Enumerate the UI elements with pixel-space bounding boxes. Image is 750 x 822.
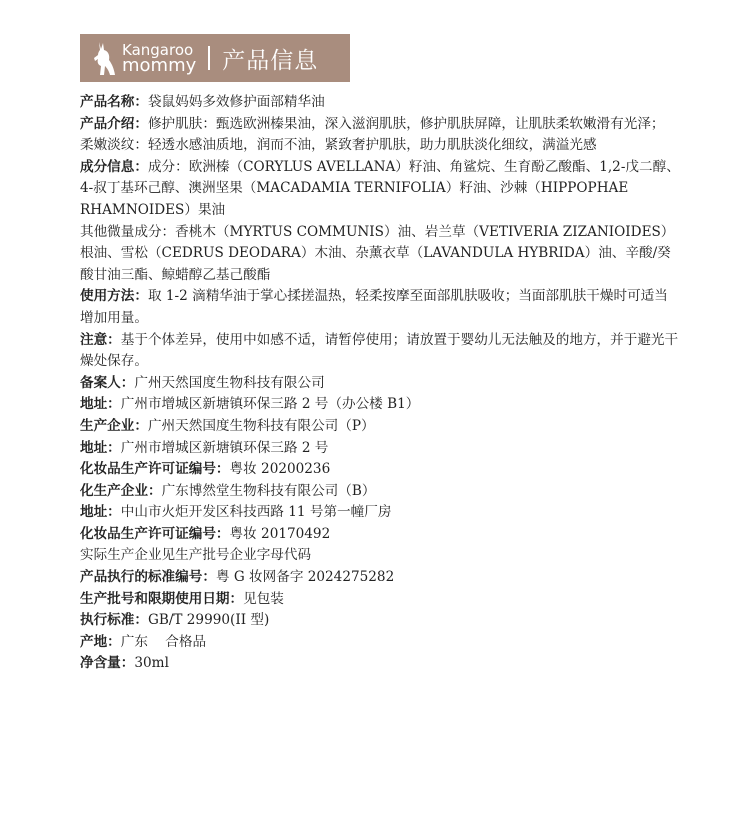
info-value: 实际生产企业见生产批号企业字母代码 [80,547,312,564]
info-value: 广东博然堂生物科技有限公司（B） [161,482,376,499]
info-value: 广东 合格品 [120,633,207,650]
info-value: 广州天然国度生物科技有限公司（P） [147,417,375,434]
info-label: 地址： [80,439,121,456]
header-divider [208,46,210,70]
info-label: 净含量： [80,655,135,672]
info-label: 执行标准： [80,612,148,629]
info-value: 30ml [134,655,169,672]
info-row-usage [80,286,680,329]
info-label: 化妆品生产许可证编号： [80,525,230,542]
info-row-batch-expiry [80,589,680,611]
info-value: 中山市火炬开发区科技西路 11 号第一幢厂房 [120,504,392,521]
info-value: 基于个体差异，使用中如感不适，请暂停使用；请放置于婴幼儿无法触及的地方，并于避光干燥处保存。 [80,331,679,370]
info-row-caution [80,330,680,373]
info-value: 柔嫩淡纹：轻透水感油质地，润而不油，紧致奢护肌肤，助力肌肤淡化细纹，满溢光感 [80,137,597,154]
info-row-license-2 [80,524,680,546]
info-label: 化妆品生产许可证编号： [80,461,230,478]
info-value: 粤妆 20200236 [229,461,331,478]
info-value: 修护肌肤：甄选欧洲榛果油，深入滋润肌肤，修护肌肤屏障，让肌肤柔软嫩滑有光泽； [147,115,665,132]
info-value: 粤 G 妆网备字 2024275282 [215,569,395,586]
info-value: 袋鼠妈妈多效修护面部精华油 [147,94,325,110]
info-row-filer [80,373,680,395]
info-label: 使用方法： [80,288,148,305]
info-row-trace-ingredients [80,222,680,287]
info-value: 广州天然国度生物科技有限公司 [134,374,325,391]
info-value: 其他微量成分：香桃木（MYRTUS COMMUNIS）油、岩兰草（VETIVERIA ZIZANIOIDES）根油、雪松（CEDRUS DEODARA）木油、杂薰衣草（LAVANDULA HYBRIDA）油、辛酸/癸酸甘油三酯、鲸蜡醇乙基己酸酯 [80,223,675,283]
info-value: 广州市增城区新塘镇环保三路 2 号（办公楼 B1） [120,396,420,413]
brand-line2: mommy [122,55,197,76]
info-row-manufacturer [80,416,680,438]
info-value: 成分：欧洲榛（CORYLUS AVELLANA）籽油、角鲨烷、生育酚乙酸酯、1,2-戊二醇、4-叔丁基环己醇、澳洲坚果（MACADAMIA TERNIFOLIA）籽油、沙棘（HIPPOPHAE RHAMNOIDES）果油 [80,158,680,218]
info-label: 成分信息： [80,158,148,175]
info-row-batch-note [80,545,680,567]
info-label: 产品执行的标准编号： [80,569,216,586]
kangaroo-logo-icon [88,38,118,78]
header-banner [80,34,350,82]
info-label: 化生产企业： [80,482,162,499]
info-row-product-name [80,92,680,114]
info-label: 产地： [80,633,121,650]
info-label: 生产批号和限期使用日期： [80,590,244,607]
brand-logo [122,42,196,74]
info-row-origin [80,632,680,654]
info-row-address [80,394,680,416]
info-value: GB/T 29990(II 型) [147,612,270,629]
info-label: 产品名称： [80,94,148,110]
info-row-standard-number [80,567,680,589]
info-label: 注意： [80,331,121,348]
info-row-license [80,459,680,481]
info-row-intro [80,114,680,136]
info-row-exec-standard [80,610,680,632]
info-row-ingredients [80,157,680,222]
info-row-net-content [80,653,680,675]
info-value: 粤妆 20170492 [229,525,331,542]
info-row-intro-2 [80,135,680,157]
info-value: 见包装 [243,590,284,607]
product-info-list [80,92,680,675]
info-label: 地址： [80,504,121,521]
info-value: 取 1-2 滴精华油于掌心揉搓温热，轻柔按摩至面部肌肤吸收；当面部肌肤干燥时可适当增加用量。 [80,288,668,326]
info-label: 产品介绍： [80,115,148,132]
info-row-address [80,502,680,524]
info-label: 生产企业： [80,417,148,434]
info-label: 备案人： [80,374,135,391]
page-title: 产品信息 [222,47,319,74]
brand-line1: Kangaroo [122,41,194,59]
info-row-manufacturer-2 [80,481,680,503]
info-row-address [80,438,680,460]
info-label: 地址： [80,396,121,413]
info-value: 广州市增城区新塘镇环保三路 2 号 [120,439,329,456]
